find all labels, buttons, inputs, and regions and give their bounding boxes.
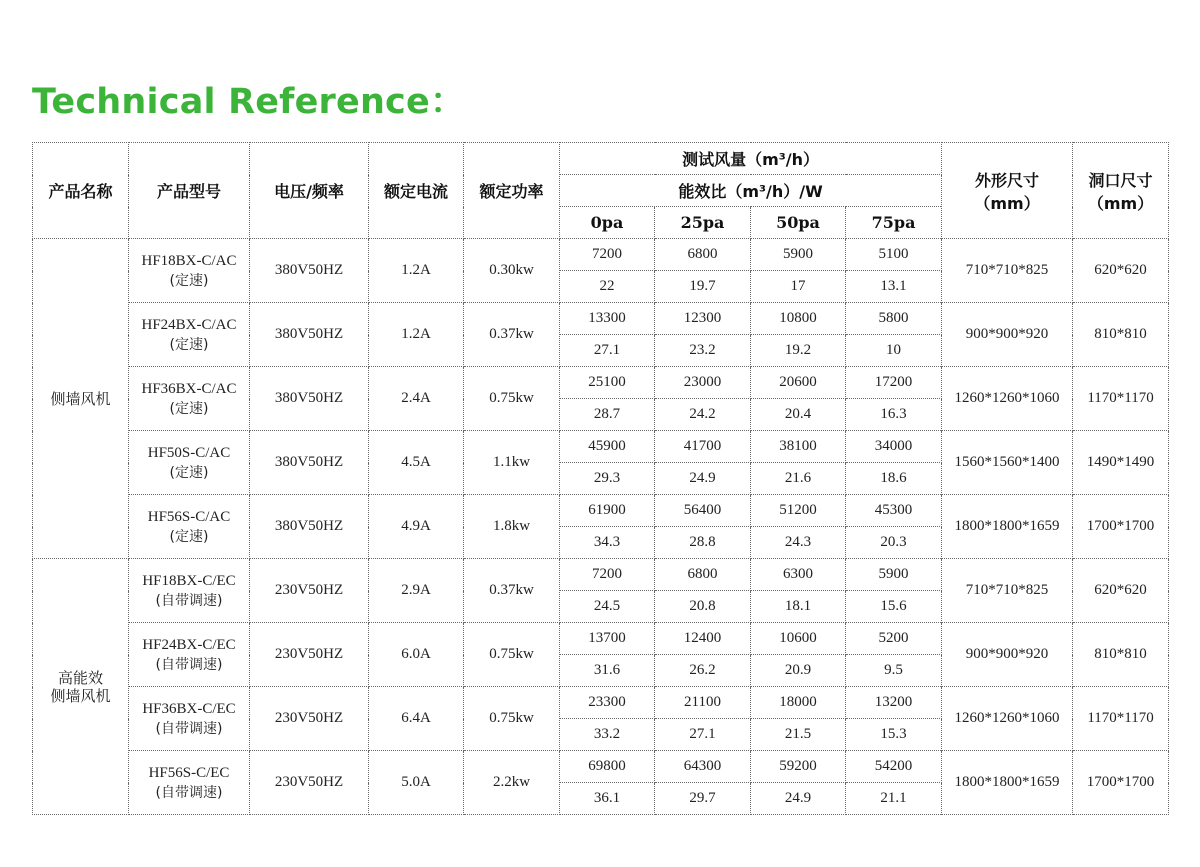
header-pressure-75pa: 75pa — [846, 207, 942, 239]
airflow-cell: 10800 — [751, 303, 846, 335]
header-efficiency-ratio: 能效比（m³/h）/W — [560, 175, 942, 207]
airflow-cell: 7200 — [560, 239, 655, 271]
category-label: 高能效 — [57, 668, 103, 687]
efficiency-cell: 10 — [846, 335, 942, 367]
speed-mode: (自带调速) — [155, 720, 223, 737]
efficiency-cell: 24.5 — [560, 591, 655, 623]
efficiency-cell: 34.3 — [560, 527, 655, 559]
airflow-cell: 5100 — [846, 239, 942, 271]
power-cell: 0.75kw — [464, 687, 560, 751]
table-row — [33, 431, 1169, 463]
power-cell: 0.37kw — [464, 303, 560, 367]
efficiency-cell: 24.2 — [655, 399, 751, 431]
airflow-cell: 5900 — [751, 239, 846, 271]
header-opening-size — [1073, 143, 1169, 239]
airflow-cell: 13700 — [560, 623, 655, 655]
model-code: HF18BX-C/AC — [141, 252, 237, 269]
current-cell: 1.2A — [369, 303, 464, 367]
speed-mode: (定速) — [169, 336, 209, 353]
efficiency-cell: 20.4 — [751, 399, 846, 431]
efficiency-cell: 29.7 — [655, 783, 751, 815]
header-test-airflow: 测试风量（m³/h） — [560, 143, 942, 175]
current-cell: 4.5A — [369, 431, 464, 495]
efficiency-cell: 15.6 — [846, 591, 942, 623]
table-body — [33, 239, 1169, 815]
model-cell — [129, 303, 250, 367]
airflow-cell: 61900 — [560, 495, 655, 527]
airflow-cell: 5200 — [846, 623, 942, 655]
efficiency-cell: 13.1 — [846, 271, 942, 303]
efficiency-cell: 22 — [560, 271, 655, 303]
opening-size-cell: 1490*1490 — [1073, 431, 1169, 495]
airflow-cell: 69800 — [560, 751, 655, 783]
airflow-cell: 56400 — [655, 495, 751, 527]
outer-size-cell: 1800*1800*1659 — [942, 751, 1073, 815]
model-cell — [129, 559, 250, 623]
speed-mode: (定速) — [169, 272, 209, 289]
voltage-cell: 380V50HZ — [250, 367, 369, 431]
table-header — [33, 143, 1169, 239]
efficiency-cell: 24.9 — [751, 783, 846, 815]
efficiency-cell: 31.6 — [560, 655, 655, 687]
header-pressure-50pa: 50pa — [751, 207, 846, 239]
airflow-cell: 25100 — [560, 367, 655, 399]
efficiency-cell: 21.1 — [846, 783, 942, 815]
model-code: HF56S-C/EC — [148, 764, 230, 781]
opening-size-cell: 1700*1700 — [1073, 495, 1169, 559]
model-cell — [129, 751, 250, 815]
current-cell: 1.2A — [369, 239, 464, 303]
voltage-cell: 230V50HZ — [250, 559, 369, 623]
airflow-cell: 6300 — [751, 559, 846, 591]
efficiency-cell: 16.3 — [846, 399, 942, 431]
power-cell: 0.37kw — [464, 559, 560, 623]
spec-table — [32, 142, 1169, 815]
outer-size-cell: 1260*1260*1060 — [942, 367, 1073, 431]
voltage-cell: 230V50HZ — [250, 751, 369, 815]
model-cell — [129, 623, 250, 687]
table-row — [33, 303, 1169, 335]
efficiency-cell: 27.1 — [560, 335, 655, 367]
power-cell: 0.30kw — [464, 239, 560, 303]
efficiency-cell: 9.5 — [846, 655, 942, 687]
airflow-cell: 41700 — [655, 431, 751, 463]
airflow-cell: 6800 — [655, 559, 751, 591]
efficiency-cell: 18.6 — [846, 463, 942, 495]
model-cell — [129, 687, 250, 751]
current-cell: 6.4A — [369, 687, 464, 751]
header-opening-size-unit: （mm） — [1087, 193, 1154, 213]
table-row — [33, 559, 1169, 591]
efficiency-cell: 20.3 — [846, 527, 942, 559]
current-cell: 6.0A — [369, 623, 464, 687]
header-outer-size-unit: （mm） — [974, 193, 1040, 213]
outer-size-cell: 900*900*920 — [942, 623, 1073, 687]
opening-size-cell: 620*620 — [1073, 559, 1169, 623]
voltage-cell: 380V50HZ — [250, 431, 369, 495]
airflow-cell: 45900 — [560, 431, 655, 463]
speed-mode: (定速) — [169, 528, 209, 545]
model-cell — [129, 431, 250, 495]
voltage-cell: 380V50HZ — [250, 239, 369, 303]
header-pressure-0pa: 0pa — [560, 207, 655, 239]
efficiency-cell: 21.5 — [751, 719, 846, 751]
header-pressure-25pa: 25pa — [655, 207, 751, 239]
voltage-cell: 380V50HZ — [250, 303, 369, 367]
efficiency-cell: 29.3 — [560, 463, 655, 495]
opening-size-cell: 810*810 — [1073, 623, 1169, 687]
table-row — [33, 751, 1169, 783]
airflow-cell: 54200 — [846, 751, 942, 783]
airflow-cell: 23300 — [560, 687, 655, 719]
airflow-cell: 38100 — [751, 431, 846, 463]
opening-size-cell: 1700*1700 — [1073, 751, 1169, 815]
efficiency-cell: 27.1 — [655, 719, 751, 751]
outer-size-cell: 710*710*825 — [942, 559, 1073, 623]
model-code: HF50S-C/AC — [147, 444, 231, 461]
outer-size-cell: 1800*1800*1659 — [942, 495, 1073, 559]
airflow-cell: 18000 — [751, 687, 846, 719]
efficiency-cell: 24.9 — [655, 463, 751, 495]
category-cell — [33, 559, 129, 815]
efficiency-cell: 19.7 — [655, 271, 751, 303]
efficiency-cell: 23.2 — [655, 335, 751, 367]
efficiency-cell: 15.3 — [846, 719, 942, 751]
outer-size-cell: 710*710*825 — [942, 239, 1073, 303]
model-code: HF24BX-C/EC — [142, 636, 236, 653]
airflow-cell: 7200 — [560, 559, 655, 591]
header-rated-current: 额定电流 — [369, 143, 464, 239]
speed-mode: (定速) — [169, 400, 209, 417]
outer-size-cell: 1560*1560*1400 — [942, 431, 1073, 495]
current-cell: 2.9A — [369, 559, 464, 623]
efficiency-cell: 19.2 — [751, 335, 846, 367]
airflow-cell: 13200 — [846, 687, 942, 719]
airflow-cell: 12300 — [655, 303, 751, 335]
table-row — [33, 623, 1169, 655]
power-cell: 0.75kw — [464, 623, 560, 687]
model-code: HF24BX-C/AC — [141, 316, 237, 333]
airflow-cell: 10600 — [751, 623, 846, 655]
airflow-cell: 21100 — [655, 687, 751, 719]
header-product-name: 产品名称 — [33, 143, 129, 239]
speed-mode: (自带调速) — [155, 592, 223, 609]
efficiency-cell: 36.1 — [560, 783, 655, 815]
efficiency-cell: 28.8 — [655, 527, 751, 559]
header-outer-size-label: 外形尺寸 — [975, 170, 1040, 190]
current-cell: 5.0A — [369, 751, 464, 815]
category-label: 侧墙风机 — [50, 686, 111, 705]
model-cell — [129, 367, 250, 431]
outer-size-cell: 900*900*920 — [942, 303, 1073, 367]
efficiency-cell: 24.3 — [751, 527, 846, 559]
table-row — [33, 239, 1169, 271]
efficiency-cell: 26.2 — [655, 655, 751, 687]
model-code: HF36BX-C/AC — [141, 380, 237, 397]
header-rated-power: 额定功率 — [464, 143, 560, 239]
category-label: 侧墙风机 — [50, 389, 111, 408]
page-title: Technical Reference： — [32, 82, 466, 122]
header-product-model: 产品型号 — [129, 143, 250, 239]
model-cell — [129, 495, 250, 559]
model-cell — [129, 239, 250, 303]
efficiency-cell: 18.1 — [751, 591, 846, 623]
airflow-cell: 17200 — [846, 367, 942, 399]
model-code: HF56S-C/AC — [147, 508, 231, 525]
airflow-cell: 64300 — [655, 751, 751, 783]
speed-mode: (自带调速) — [155, 656, 223, 673]
efficiency-cell: 28.7 — [560, 399, 655, 431]
header-voltage: 电压/频率 — [250, 143, 369, 239]
opening-size-cell: 810*810 — [1073, 303, 1169, 367]
voltage-cell: 230V50HZ — [250, 687, 369, 751]
airflow-cell: 23000 — [655, 367, 751, 399]
category-cell — [33, 239, 129, 559]
opening-size-cell: 1170*1170 — [1073, 367, 1169, 431]
current-cell: 2.4A — [369, 367, 464, 431]
airflow-cell: 51200 — [751, 495, 846, 527]
efficiency-cell: 33.2 — [560, 719, 655, 751]
airflow-cell: 5900 — [846, 559, 942, 591]
opening-size-cell: 1170*1170 — [1073, 687, 1169, 751]
airflow-cell: 5800 — [846, 303, 942, 335]
speed-mode: (定速) — [169, 464, 209, 481]
airflow-cell: 20600 — [751, 367, 846, 399]
airflow-cell: 12400 — [655, 623, 751, 655]
efficiency-cell: 20.8 — [655, 591, 751, 623]
model-code: HF36BX-C/EC — [142, 700, 236, 717]
power-cell: 1.1kw — [464, 431, 560, 495]
speed-mode: (自带调速) — [155, 784, 223, 801]
airflow-cell: 34000 — [846, 431, 942, 463]
airflow-cell: 6800 — [655, 239, 751, 271]
airflow-cell: 59200 — [751, 751, 846, 783]
voltage-cell: 230V50HZ — [250, 623, 369, 687]
power-cell: 0.75kw — [464, 367, 560, 431]
opening-size-cell: 620*620 — [1073, 239, 1169, 303]
efficiency-cell: 20.9 — [751, 655, 846, 687]
airflow-cell: 13300 — [560, 303, 655, 335]
voltage-cell: 380V50HZ — [250, 495, 369, 559]
header-outer-size — [942, 143, 1073, 239]
table-row — [33, 687, 1169, 719]
table-row — [33, 495, 1169, 527]
power-cell: 1.8kw — [464, 495, 560, 559]
table-row — [33, 367, 1169, 399]
power-cell: 2.2kw — [464, 751, 560, 815]
efficiency-cell: 17 — [751, 271, 846, 303]
model-code: HF18BX-C/EC — [142, 572, 236, 589]
current-cell: 4.9A — [369, 495, 464, 559]
efficiency-cell: 21.6 — [751, 463, 846, 495]
airflow-cell: 45300 — [846, 495, 942, 527]
header-opening-size-label: 洞口尺寸 — [1088, 170, 1153, 190]
outer-size-cell: 1260*1260*1060 — [942, 687, 1073, 751]
